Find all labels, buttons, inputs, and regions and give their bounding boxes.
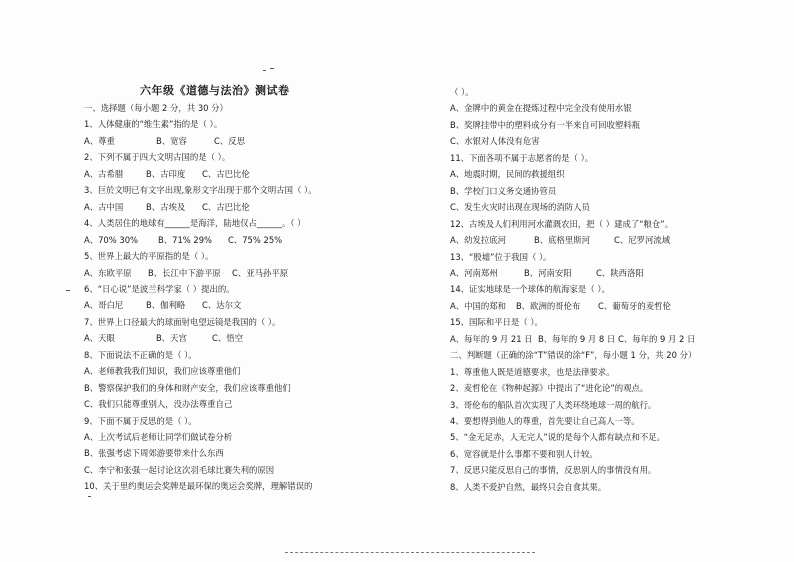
option: C、反思	[214, 135, 245, 146]
text-line: A、老师教我我们知识，我们应该尊重他们	[84, 366, 241, 377]
option-row	[450, 301, 671, 311]
option: C、陕西洛阳	[596, 267, 644, 278]
text-line: C、李宁和张强一起讨论这次羽毛球比赛失利的原因	[84, 464, 275, 475]
text-line: 14、证实地球是一个球体的航海家是（ ）。	[450, 284, 610, 295]
option: A、古中国	[84, 201, 124, 212]
text-line: 5、“金无足赤，人无完人”说的是每个人都有缺点和不足。	[450, 432, 666, 443]
option: B、长江中下游平原	[148, 267, 221, 278]
option: B、每年的 9 月 8 日	[538, 333, 616, 344]
text-line: C、发生火灾时出现在现场的消防人员	[450, 202, 590, 213]
text-line: 8、人类不爱护自然，最终只会自食其果。	[450, 481, 607, 492]
option: B、伽利略	[146, 300, 186, 311]
option: B、宽容	[156, 135, 187, 146]
option: C、75% 25%	[228, 234, 283, 245]
scan-speck	[66, 290, 70, 291]
option-row	[84, 268, 288, 278]
text-line: A、上次考试后老师让同学们做试卷分析	[84, 432, 233, 442]
option: C、每年的 9 月 2 日	[618, 333, 696, 344]
text-line: 1、尊重他人既是道德要求，也是法律要求。	[450, 366, 615, 377]
text-line: 11、下面各项不属于志愿者的是（ ）。	[450, 152, 594, 163]
text-line: A、地震时期，民间的救援组织	[450, 169, 565, 180]
option-row	[84, 169, 250, 179]
option: B、天宫	[156, 333, 187, 344]
text-line: 5、世界上最大的平原指的是（ ）。	[84, 251, 214, 262]
text-line: 15、国际和平日是（ ）。	[450, 317, 543, 328]
text-line: （ ）。	[450, 87, 474, 97]
text-line: 4、人类居住的地球有______是海洋，陆地仅占______。（ ）	[84, 218, 306, 229]
text-line: 10、关于里约奥运会奖牌是最环保的奥运会奖牌，理解错误的	[84, 481, 313, 492]
option-row	[84, 136, 245, 146]
text-line: 3、哥伦布的船队首次实现了人类环绕地球一周的航行。	[450, 399, 657, 410]
text-line: 2、下列不属于四大文明古国的是（ ）。	[84, 152, 231, 163]
scan-speck	[263, 70, 266, 71]
option: B、71% 29%	[158, 234, 213, 245]
option: A、天眼	[84, 333, 115, 344]
text-line: 12、古埃及人们利用河水灌溉农田，把（ ）建成了“粮仓”。	[450, 218, 673, 229]
option: C、尼罗河流域	[614, 235, 671, 246]
text-line: 9、下面不属于反思的是（ ）。	[84, 415, 197, 426]
text-line: 4、要想得到他人的尊重，首先要让自己高人一等。	[450, 416, 640, 426]
text-line: B、奖牌挂带中的塑料成分有一半来自可回收塑料瓶	[450, 119, 640, 130]
option-row	[84, 300, 241, 310]
option-row	[84, 235, 282, 245]
option: C、悟空	[212, 333, 243, 344]
option: A、河南郑州	[450, 267, 498, 278]
text-line: 1、人体健康的“维生素”指的是（ ）。	[84, 119, 223, 130]
option: C、葡萄牙的麦哲伦	[598, 300, 671, 311]
text-line: 8、下面说法不正确的是（ ）。	[84, 349, 197, 360]
page-title: 六年级《道德与法治》测试卷	[140, 84, 290, 97]
option: B、底格里斯河	[534, 235, 590, 246]
text-line: 6、“日心说”是波兰科学家（ ）提出的。	[84, 283, 235, 294]
footer-rule	[285, 552, 535, 555]
option: A、东欧平原	[84, 267, 132, 278]
option: A、每年的 9 月 21 日	[450, 333, 533, 344]
option: C、古巴比伦	[202, 168, 250, 179]
option: B、古印度	[146, 168, 186, 179]
option-row	[450, 268, 644, 278]
text-line: 2、麦哲伦在《物种起源》中提出了“进化论”的观点。	[450, 383, 649, 394]
option-row	[450, 235, 670, 245]
option: C、亚马孙平原	[232, 267, 289, 278]
text-line: 7、反思只能反思自己的事情，反思别人的事情没有用。	[450, 465, 657, 476]
text-line: 一、选择题（每小题 2 分，共 30 分）	[84, 103, 228, 113]
text-line: 7、世界上口径最大的球面射电望远镜是我国的（ ）。	[84, 316, 281, 327]
text-line: 3、巨於文明已有文字出现,象形文字出现于那个文明古国（ ）。	[84, 185, 317, 196]
text-line: 13、“殷墟”位于我国（ ）。	[450, 251, 552, 262]
text-line: 6、宽容就是什么事都不要和别人计较。	[450, 448, 598, 459]
option: A、幼发拉底河	[450, 235, 506, 246]
text-line: B、学校门口义务交通协管员	[450, 185, 557, 196]
option-row	[450, 334, 695, 344]
option: B、古埃及	[146, 201, 186, 212]
option: C、达尔文	[202, 300, 242, 311]
option: A、古希腊	[84, 168, 124, 179]
option: A、尊重	[84, 135, 115, 146]
option: B、河南安阳	[524, 267, 572, 278]
text-line: A、金牌中的黄金在提炼过程中完全没有使用水银	[450, 103, 632, 114]
scan-speck	[270, 68, 274, 69]
text-line: C、水银对人体没有危害	[450, 136, 540, 147]
option-row	[84, 202, 250, 212]
text-line: 二、判断题（正确的涂“T”错误的涂“F”，每小题 1 分，共 20 分）	[450, 350, 697, 361]
option: C、古巴比伦	[202, 201, 250, 212]
text-line: B、张强考虑下周郊游要带来什么东西	[84, 448, 224, 459]
option: A、哥白尼	[84, 300, 124, 311]
option-row	[84, 333, 243, 343]
scan-speck	[88, 496, 91, 497]
text-line: C、我们只能尊重别人，没办法尊重自己	[84, 399, 233, 410]
option: A、中国的郑和	[450, 300, 506, 311]
text-line: B、警察保护我们的身体和财产安全，我们应该尊重他们	[84, 382, 291, 393]
option: A、70% 30%	[84, 234, 138, 245]
option: B、欧洲的哥伦布	[516, 300, 581, 311]
